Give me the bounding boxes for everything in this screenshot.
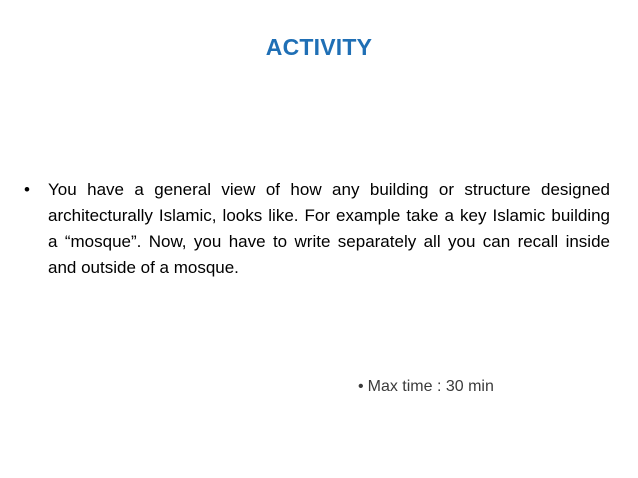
bullet-item xyxy=(24,177,610,281)
bullet-text: You have a general view of how any building or structure designed architecturally Islamic, looks like. For example take a key Islamic building a “mosque”. Now, you have to write separately all you can recall inside and outside of a mosque. xyxy=(48,180,610,277)
bullet-marker: • xyxy=(24,180,30,199)
time-note-marker: • xyxy=(358,378,364,395)
time-note-text: Max time : 30 min xyxy=(367,378,494,395)
time-note xyxy=(358,376,494,398)
slide-title: ACTIVITY xyxy=(265,34,373,60)
